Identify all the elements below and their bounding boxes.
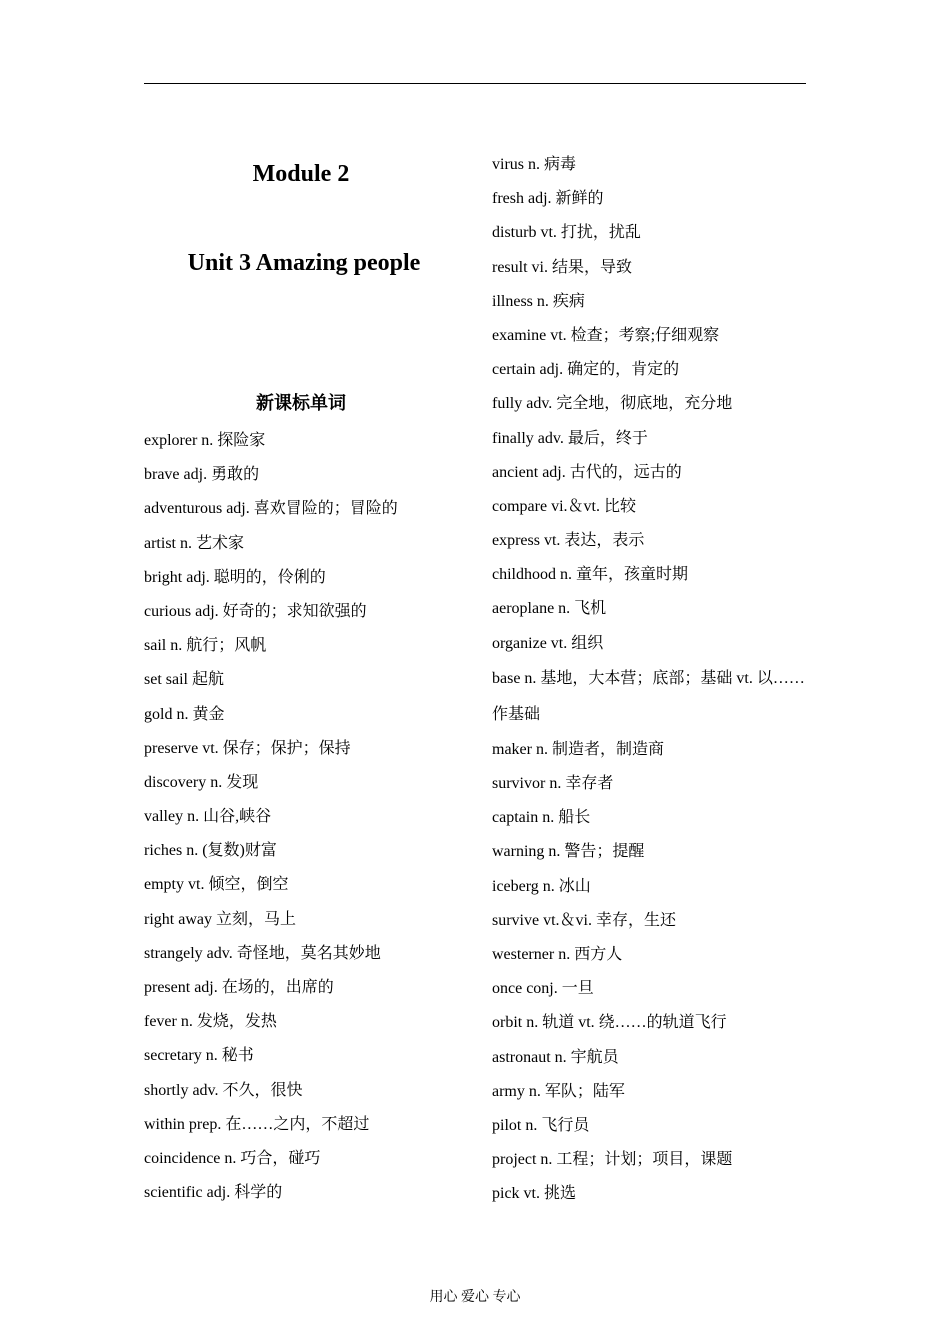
vocab-entry: valley n. 山谷,峡谷: [144, 808, 272, 826]
unit-title: Unit 3 Amazing people: [187, 250, 421, 276]
vocab-entry: riches n. (复数)财富: [144, 842, 277, 860]
vocab-entry: warning n. 警告；提醒: [492, 843, 645, 861]
vocab-list-left: [144, 424, 474, 1210]
vocab-entry: sail n. 航行；风帆: [144, 637, 267, 655]
vocab-entry: fully adv. 完全地，彻底地，充分地: [492, 395, 733, 413]
vocab-entry: fever n. 发烧，发热: [144, 1013, 277, 1031]
vocab-entry: disturb vt. 打扰，扰乱: [492, 224, 641, 242]
module-title: Module 2: [252, 161, 350, 187]
vocab-entry: curious adj. 好奇的；求知欲强的: [144, 602, 367, 620]
vocab-entry: preserve vt. 保存；保护；保持: [144, 739, 351, 757]
section-heading: 新课标单词: [256, 393, 346, 413]
vocab-entry: pilot n. 飞行员: [492, 1116, 590, 1134]
vocab-entry: virus n. 病毒: [492, 156, 577, 173]
vocab-entry: set sail 起航: [144, 671, 224, 689]
vocab-entry: ancient adj. 古代的，远古的: [492, 463, 682, 481]
vocab-entry: illness n. 疾病: [492, 292, 585, 310]
vocab-entry: adventurous adj. 喜欢冒险的；冒险的: [144, 500, 398, 518]
header-rule: [144, 83, 806, 84]
vocab-entry: artist n. 艺术家: [144, 534, 244, 552]
vocab-entry: within prep. 在……之内，不超过: [144, 1115, 370, 1133]
vocab-entry: finally adv. 最后，终于: [492, 429, 648, 447]
vocab-entry: scientific adj. 科学的: [144, 1184, 283, 1202]
vocab-entry: right away 立刻，马上: [144, 910, 296, 928]
page-footer: 用心 爱心 专心: [429, 1290, 521, 1305]
vocab-entry: gold n. 黄金: [144, 705, 225, 723]
vocab-entry: maker n. 制造者，制造商: [492, 740, 664, 758]
vocab-entry: explorer n. 探险家: [144, 432, 266, 449]
vocab-entry: brave adj. 勇敢的: [144, 466, 260, 484]
vocab-entry: express vt. 表达，表示: [492, 532, 645, 550]
vocab-entry: discovery n. 发现: [144, 773, 259, 791]
vocab-entry: coincidence n. 巧合，碰巧: [144, 1149, 321, 1167]
vocab-entry: organize vt. 组织: [492, 634, 604, 652]
vocab-entry: westerner n. 西方人: [492, 945, 623, 963]
vocab-entry: survive vt.＆vi. 幸存，生还: [492, 911, 676, 929]
vocab-entry: compare vi.＆vt. 比较: [492, 497, 636, 515]
vocab-entry: empty vt. 倾空，倒空: [144, 876, 289, 894]
vocab-entry: pick vt. 挑选: [492, 1185, 576, 1203]
vocab-entry: bright adj. 聪明的，伶俐的: [144, 568, 326, 586]
vocab-list-right: [492, 148, 808, 1211]
vocab-entry: strangely adv. 奇怪地，莫名其妙地: [144, 944, 381, 962]
vocab-entry: fresh adj. 新鲜的: [492, 190, 604, 208]
vocab-entry: captain n. 船长: [492, 809, 591, 827]
vocab-entry: secretary n. 秘书: [144, 1047, 254, 1065]
vocab-entry: certain adj. 确定的，肯定的: [492, 361, 680, 379]
vocab-entry: once conj. 一旦: [492, 980, 594, 998]
vocab-entry: iceberg n. 冰山: [492, 877, 591, 895]
vocab-entry: childhood n. 童年，孩童时期: [492, 566, 688, 584]
vocab-entry: aeroplane n. 飞机: [492, 600, 607, 618]
vocab-entry: astronaut n. 宇航员: [492, 1048, 619, 1066]
vocab-entry: base n. 基地，大本营；底部；基础 vt. 以……作基础: [492, 669, 805, 723]
vocab-entry: survivor n. 幸存者: [492, 775, 614, 792]
vocab-entry: present adj. 在场的，出席的: [144, 979, 334, 996]
vocab-entry: army n. 军队；陆军: [492, 1082, 625, 1100]
vocab-entry: examine vt. 检查；考察;仔细观察: [492, 326, 720, 344]
vocab-entry: shortly adv. 不久，很快: [144, 1081, 303, 1099]
vocab-entry: result vi. 结果，导致: [492, 258, 632, 276]
vocab-entry: orbit n. 轨道 vt. 绕……的轨道飞行: [492, 1014, 727, 1032]
vocab-entry: project n. 工程；计划；项目，课题: [492, 1151, 733, 1169]
